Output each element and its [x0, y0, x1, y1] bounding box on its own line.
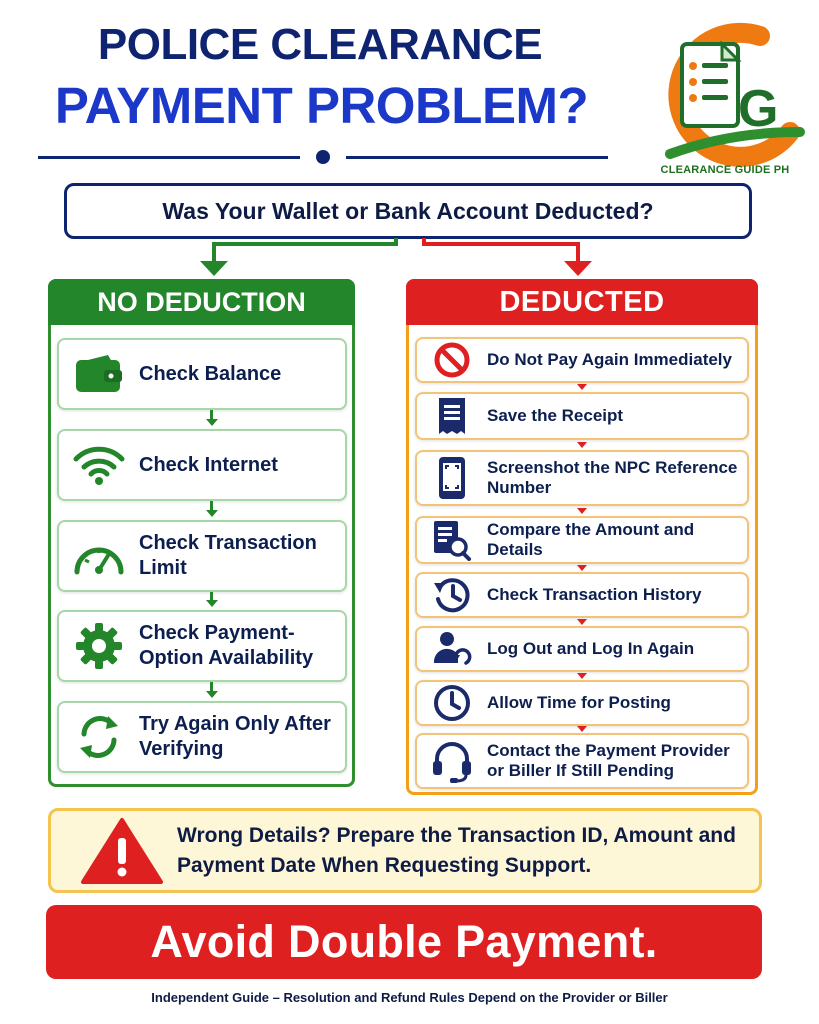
clock-icon: [432, 683, 472, 723]
svg-text:G: G: [738, 80, 779, 138]
title-divider-dot: [316, 150, 330, 164]
wifi-icon: [72, 443, 126, 487]
flow-arrowhead: [577, 565, 587, 571]
step-check-payment-option: [57, 610, 347, 682]
title-divider-left: [38, 156, 300, 159]
step-label: Allow Time for Posting: [487, 693, 671, 712]
step-label: Check Internet: [139, 453, 278, 476]
flow-arrowhead: [577, 508, 587, 514]
step-label: Try Again Only After Verifying: [139, 713, 331, 760]
step-label: Do Not Pay Again Immediately: [487, 350, 732, 369]
step-check-history: [415, 572, 749, 618]
flow-arrowhead: [577, 442, 587, 448]
flow-arrowhead: [577, 619, 587, 625]
step-label: Check Transaction Limit: [139, 532, 317, 579]
page-title-line2: PAYMENT PROBLEM?: [54, 77, 589, 134]
page-title-line1: POLICE CLEARANCE: [97, 20, 543, 69]
checklist-document-icon: [682, 44, 738, 126]
receipt-icon: [436, 396, 468, 436]
phone-screenshot-icon: [437, 455, 467, 501]
question-box: Was Your Wallet or Bank Account Deducted?: [64, 183, 752, 239]
flow-arrowhead: [577, 673, 587, 679]
flow-arrowhead: [577, 726, 587, 732]
step-screenshot-reference: [415, 450, 749, 506]
wallet-icon: [72, 352, 126, 396]
warning-icon: [79, 816, 165, 886]
no-deduction-panel: [48, 279, 355, 787]
branch-connectors: [0, 230, 819, 280]
flow-arrowhead: [206, 691, 218, 698]
history-icon: [432, 575, 472, 615]
logo: [640, 14, 805, 184]
step-save-receipt: [415, 392, 749, 440]
step-label: Check Balance: [139, 362, 282, 385]
step-check-transaction-limit: [57, 520, 347, 592]
step-contact-provider: [415, 733, 749, 789]
warning-text: Wrong Details? Prepare the Transaction ID, Amount and Payment Date When Requesting Support.: [177, 823, 736, 877]
headset-icon: [430, 739, 474, 783]
deducted-panel: [406, 279, 758, 795]
step-check-balance: [57, 338, 347, 410]
refresh-icon: [74, 712, 124, 762]
step-log-out-in: [415, 626, 749, 672]
step-compare-amount: [415, 516, 749, 564]
gauge-icon: [71, 534, 127, 578]
step-label: Log Out and Log In Again: [487, 639, 695, 658]
user-refresh-icon: [432, 629, 472, 669]
step-label: Contact the Payment Provider or Biller If Still Pending: [487, 741, 730, 780]
avoid-double-payment-banner: Avoid Double Payment.: [46, 905, 762, 979]
flow-arrowhead: [206, 600, 218, 607]
step-label: Save the Receipt: [487, 406, 624, 425]
no-deduction-header: NO DEDUCTION: [48, 279, 355, 325]
logo-caption: CLEARANCE GUIDE PH: [660, 164, 790, 176]
flow-arrowhead: [206, 510, 218, 517]
step-check-internet: [57, 429, 347, 501]
step-try-again: [57, 701, 347, 773]
deducted-header: DEDUCTED: [406, 279, 758, 325]
warning-box: [48, 808, 762, 893]
prohibited-icon: [433, 341, 471, 379]
step-do-not-pay-again: [415, 337, 749, 383]
footer-disclaimer: Independent Guide – Resolution and Refund Rules Depend on the Provider or Biller: [151, 990, 668, 1005]
flow-arrowhead: [577, 384, 587, 390]
gear-icon: [74, 621, 124, 671]
step-label: Compare the Amount and Details: [487, 520, 695, 559]
title-divider-right: [346, 156, 608, 159]
step-allow-time: [415, 680, 749, 726]
step-label: Check Transaction History: [487, 585, 702, 604]
step-label: Screenshot the NPC Reference Number: [487, 458, 738, 497]
step-label: Check Payment-Option Availability: [139, 622, 314, 669]
document-search-icon: [432, 519, 472, 561]
flow-arrowhead: [206, 419, 218, 426]
